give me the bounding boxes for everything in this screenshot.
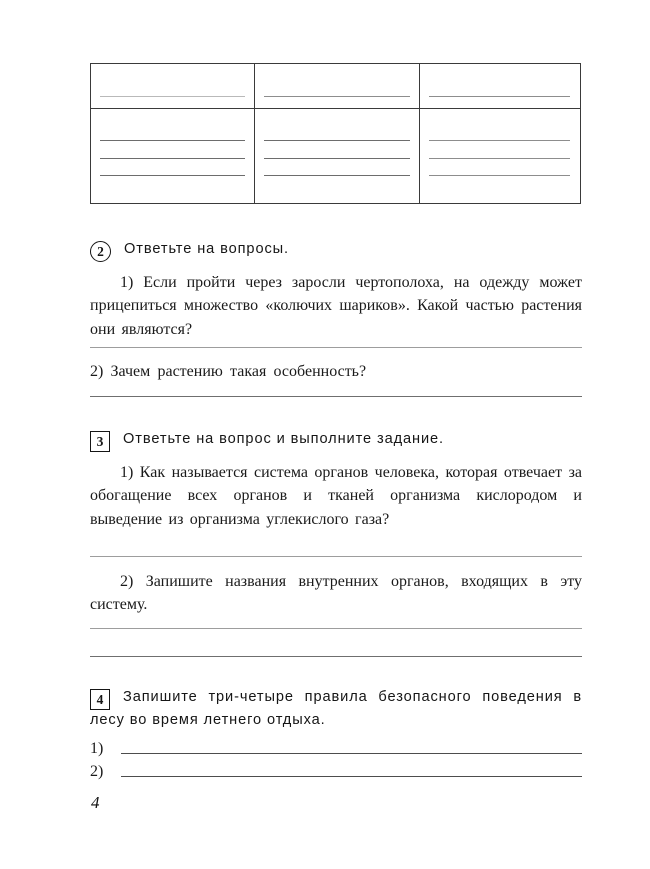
task-4-number-badge: 4 [90, 689, 110, 710]
task-3-question-1-number: 1) [120, 464, 134, 481]
write-line[interactable] [264, 140, 410, 141]
task-2-answer-rule-2[interactable] [90, 396, 582, 397]
write-line[interactable] [100, 96, 245, 97]
task-2-question-2-text: Зачем растению такая особенность? [110, 363, 367, 380]
task-3-number-badge: 3 [90, 431, 110, 452]
table-cell[interactable] [420, 64, 579, 108]
task-2-question-2-number: 2) [90, 363, 104, 380]
task-2-heading [90, 240, 582, 262]
task-3-heading [90, 430, 582, 452]
task-2-question-1-text: Если пройти через заросли чертополоха, на одежду может прицепиться множество «колючих шариков». Какой частью растения они являются? [90, 274, 582, 338]
task-4 [90, 687, 582, 731]
write-line[interactable] [121, 753, 582, 754]
write-line[interactable] [264, 96, 410, 97]
answer-table [90, 63, 581, 204]
task-3-question-2-text: Запишите названия внутренних органов, входящих в эту систему. [90, 573, 582, 614]
write-line[interactable] [429, 158, 570, 159]
task-3-question-2-block [90, 570, 582, 617]
task-4-answer-2-number: 2) [90, 763, 104, 780]
task-3-question-1 [90, 461, 582, 531]
table-row [91, 109, 580, 203]
task-4-answer-line-1[interactable] [90, 741, 582, 757]
write-line[interactable] [100, 158, 245, 159]
task-3 [90, 430, 582, 531]
table-cell[interactable] [420, 109, 579, 203]
task-2-question-2 [90, 360, 582, 383]
write-line[interactable] [100, 140, 245, 141]
table-cell[interactable] [91, 64, 255, 108]
task-2-number-badge: 2 [90, 241, 111, 262]
task-2-question-1-number: 1) [120, 274, 134, 291]
task-2-question-2-block [90, 360, 582, 383]
task-4-answer-1-number: 1) [90, 740, 104, 757]
task-3-question-2 [90, 570, 582, 617]
write-line[interactable] [429, 96, 570, 97]
page-number: 4 [91, 793, 100, 812]
task-4-heading [90, 687, 582, 731]
task-3-answer-rule-2[interactable] [90, 628, 582, 629]
task-3-question-1-text: Как называется система органов человека, которая отвечает за обогащение всех органов и тканей организма кислородом и выведение из организма углекислого газа? [90, 464, 582, 528]
write-line[interactable] [264, 175, 410, 176]
table-cell[interactable] [91, 109, 255, 203]
write-line[interactable] [121, 776, 582, 777]
table-cell[interactable] [255, 109, 420, 203]
task-2-heading-text: Ответьте на вопросы. [124, 241, 290, 257]
task-3-question-2-number: 2) [120, 573, 134, 590]
table-row [91, 64, 580, 109]
task-2 [90, 240, 582, 341]
write-line[interactable] [429, 175, 570, 176]
write-line[interactable] [264, 158, 410, 159]
task-4-heading-text: Запишите три-четыре правила безопасного поведения в лесу во время летнего отдыха. [90, 689, 582, 728]
task-3-answer-rule-3[interactable] [90, 656, 582, 657]
task-3-heading-text: Ответьте на вопрос и выполните задание. [123, 431, 445, 447]
task-3-answer-rule-1[interactable] [90, 556, 582, 557]
task-2-answer-rule-1[interactable] [90, 347, 582, 348]
write-line[interactable] [429, 140, 570, 141]
task-2-question-1 [90, 271, 582, 341]
task-4-answer-line-2[interactable] [90, 764, 582, 780]
table-cell[interactable] [255, 64, 420, 108]
write-line[interactable] [100, 175, 245, 176]
